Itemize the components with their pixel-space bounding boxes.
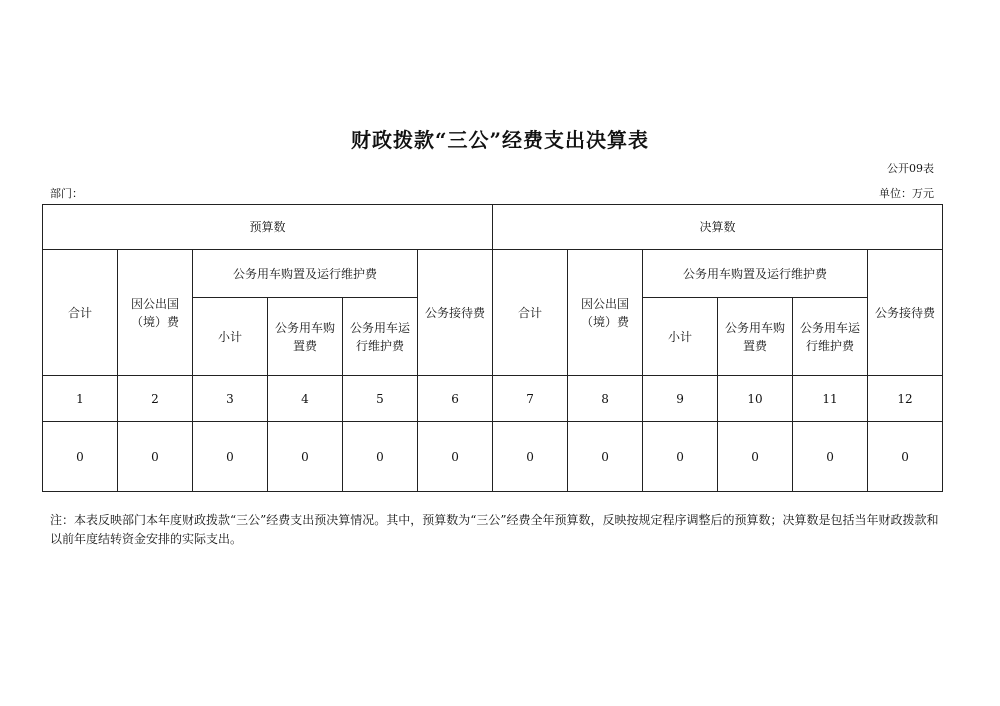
final-vehicle-operation-header: 公务用车运行维护费 bbox=[793, 298, 868, 376]
column-number: 8 bbox=[568, 376, 643, 422]
department-label: 部门： bbox=[50, 187, 83, 200]
column-number: 7 bbox=[493, 376, 568, 422]
column-number: 11 bbox=[793, 376, 868, 422]
value-cell: 0 bbox=[118, 422, 193, 492]
column-number: 12 bbox=[868, 376, 943, 422]
budget-reception-header: 公务接待费 bbox=[418, 250, 493, 376]
final-reception-header: 公务接待费 bbox=[868, 250, 943, 376]
value-cell: 0 bbox=[418, 422, 493, 492]
budget-abroad-header: 因公出国（境）费 bbox=[118, 250, 193, 376]
value-cell: 0 bbox=[568, 422, 643, 492]
value-row bbox=[43, 422, 943, 492]
column-number: 6 bbox=[418, 376, 493, 422]
budget-vehicle-header: 公务用车购置及运行维护费 bbox=[193, 250, 418, 298]
expenditure-table bbox=[42, 204, 943, 492]
column-number: 3 bbox=[193, 376, 268, 422]
value-cell: 0 bbox=[493, 422, 568, 492]
final-vehicle-purchase-header: 公务用车购置费 bbox=[718, 298, 793, 376]
footnote: 注：本表反映部门本年度财政拨款“三公”经费支出预决算情况。其中，预算数为“三公”经费全年预算数，反映按规定程序调整后的预算数；决算数是包括当年财政拨款和以前年度结转资金安排的实际支出。 bbox=[50, 513, 939, 546]
value-cell: 0 bbox=[268, 422, 343, 492]
column-number: 4 bbox=[268, 376, 343, 422]
form-number: 公开09表 bbox=[887, 162, 934, 175]
budget-group-header: 预算数 bbox=[43, 205, 493, 250]
column-number-row bbox=[43, 376, 943, 422]
budget-subtotal-header: 小计 bbox=[193, 298, 268, 376]
column-number: 9 bbox=[643, 376, 718, 422]
value-cell: 0 bbox=[43, 422, 118, 492]
column-number: 2 bbox=[118, 376, 193, 422]
value-cell: 0 bbox=[343, 422, 418, 492]
column-number: 1 bbox=[43, 376, 118, 422]
final-total-header: 合计 bbox=[493, 250, 568, 376]
budget-vehicle-operation-header: 公务用车运行维护费 bbox=[343, 298, 418, 376]
final-group-header: 决算数 bbox=[493, 205, 943, 250]
final-abroad-header: 因公出国（境）费 bbox=[568, 250, 643, 376]
value-cell: 0 bbox=[868, 422, 943, 492]
column-number: 5 bbox=[343, 376, 418, 422]
column-number: 10 bbox=[718, 376, 793, 422]
value-cell: 0 bbox=[718, 422, 793, 492]
value-cell: 0 bbox=[793, 422, 868, 492]
unit-label: 单位：万元 bbox=[879, 187, 934, 200]
final-subtotal-header: 小计 bbox=[643, 298, 718, 376]
budget-vehicle-purchase-header: 公务用车购置费 bbox=[268, 298, 343, 376]
budget-total-header: 合计 bbox=[43, 250, 118, 376]
final-vehicle-header: 公务用车购置及运行维护费 bbox=[643, 250, 868, 298]
value-cell: 0 bbox=[643, 422, 718, 492]
page-title: 财政拨款“三公”经费支出决算表 bbox=[350, 128, 649, 152]
value-cell: 0 bbox=[193, 422, 268, 492]
